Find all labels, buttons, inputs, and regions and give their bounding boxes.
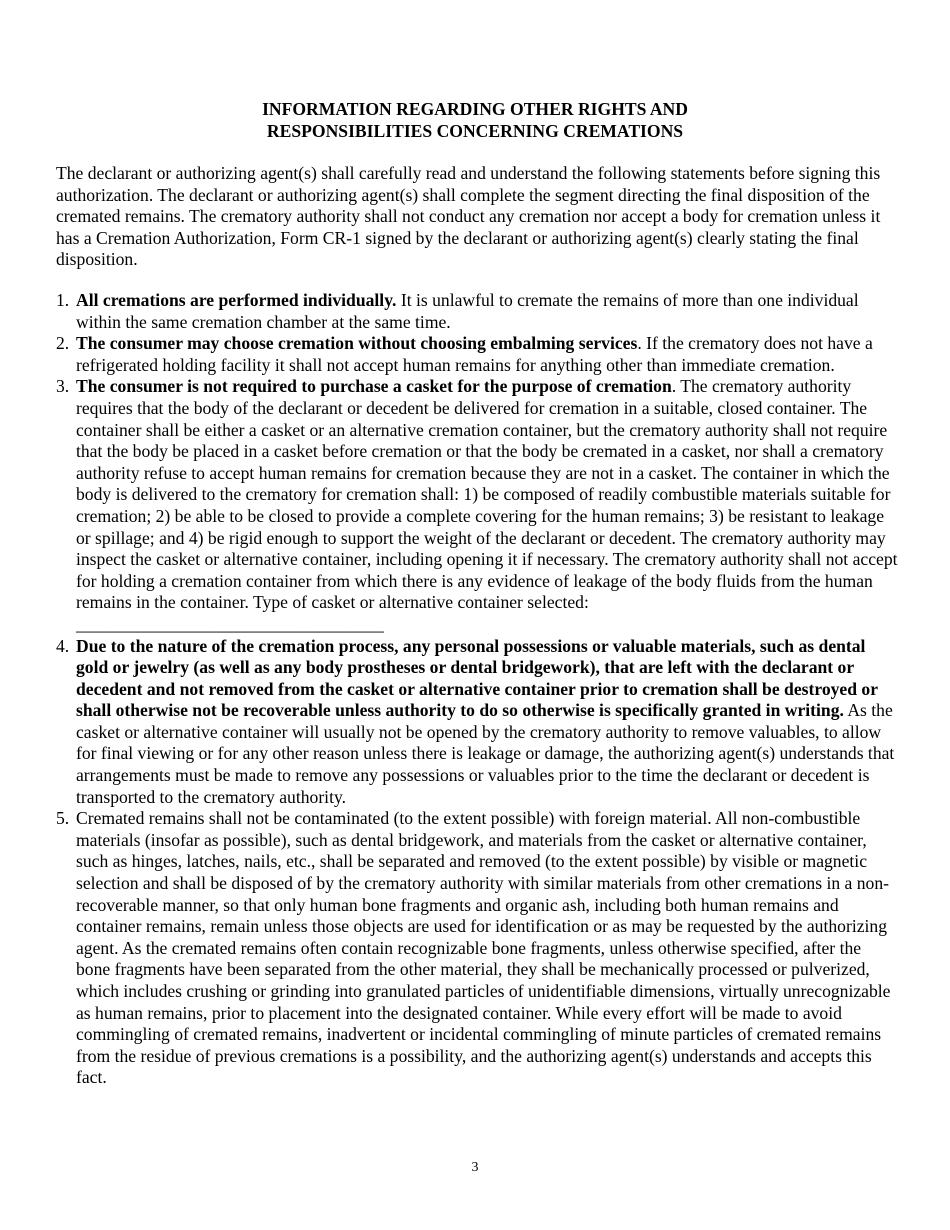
title-line-2: RESPONSIBILITIES CONCERNING CREMATIONS	[266, 121, 684, 141]
item-text: Cremated remains shall not be contaminated (to the extent possible) with foreign material. All non-combustible materials (insofar as possible), such as dental bridgework, and materials from the casket or alternative container, such as hinges, latches, nails, etc., shall be separated and removed (to the extent possible) by visible or magnetic selection and shall be disposed of by the crematory authority with similar materials from other cremations in a non-recoverable manner, so that only human bone fragments and organic ash, including both human remains and container remains, remain unless those objects are used for identification or as may be requested by the authorizing agent. As the cremated remains often contain recognizable bone fragments, unless otherwise specified, after the bone fragments have been separated from the other material, they shall be mechanically processed or pulverized, which includes crushing or grinding into granulated particles of unidentifiable dimensions, virtually unrecognizable as human remains, prior to placement into the designated container. While every effort will be made to avoid commingling of cremated remains, inadvertent or incidental commingling of minute particles of cremated remains from the residue of previous cremations is a possibility, and the authorizing agent(s) understands and accepts this fact.	[76, 808, 891, 1088]
item-bold-text: The consumer may choose cremation without choosing embalming services	[76, 333, 638, 354]
item-number: 3.	[56, 376, 70, 397]
title-line-1: INFORMATION REGARDING OTHER RIGHTS AND	[262, 99, 688, 119]
item-number: 1.	[56, 290, 70, 310]
item-number: 5.	[56, 808, 70, 829]
intro-paragraph: The declarant or authorizing agent(s) shall carefully read and understand the following statements before signing this authorization. The declarant or authorizing agent(s) shall complete the segment directing the final disposition of the cremated remains. The crematory authority shall not conduct any cremation nor accept a body for cremation unless it has a Cremation Authorization, Form CR-1 signed by the declarant or authorizing agent(s) clearly stating the final disposition.	[56, 163, 881, 270]
statements-list	[56, 290, 898, 1089]
item-number: 2.	[56, 333, 70, 354]
item-bold-text: All cremations are performed individually.	[76, 290, 397, 310]
item-bold-text: Due to the nature of the cremation process, any personal possessions or valuable materials, such as dental gold or jewelry (as well as any body prostheses or dental bridgework), that are left with the declarant or decedent and not removed from the casket or alternative container prior to cremation shall be destroyed or shall otherwise not be recoverable unless authority to do so otherwise is specifically granted in writing.	[76, 635, 878, 721]
item-text: It is unlawful to cremate the remains of more than one individual within the same cremation chamber at the same time.	[76, 290, 859, 332]
item-text: As the casket or alternative container will usually not be opened by the crematory authority to remove valuables, to allow for final viewing or for any other reason unless there is leakage or damage, the authorizing agent(s) understands that arrangements must be made to remove any possessions or valuables prior to the time the declarant or decedent is transported to the crematory authority.	[76, 700, 895, 807]
page-title	[0, 98, 950, 142]
item-text: . The crematory authority requires that the body of the declarant or decedent be delivered for cremation in a suitable, closed container. The container shall be either a casket or an alternative cremation container, but the crematory authority shall not require that the body be placed in a casket before cremation or that the body be cremated in a casket, nor shall a crematory authority refuse to accept human remains for cremation because they are not in a casket. The container in which the body is delivered to the crematory for cremation shall: 1) be composed of readily combustible materials suitable for cremation; 2) be able to be closed to provide a complete covering for the human remains; 3) be resistant to leakage or spillage; and 4) be rigid enough to support the weight of the declarant or decedent. The crematory authority may inspect the casket or alternative container, including opening it if necessary. The crematory authority shall not accept for holding a cremation container from which there is any evidence of leakage of the body fluids from the human remains in the container. Type of casket or alternative container selected:	[76, 376, 898, 613]
item-text: . If the crematory does not have a refrigerated holding facility it shall not accept human remains for anything other than immediate cremation.	[76, 333, 873, 375]
list-item	[56, 376, 898, 635]
item-bold-text: The consumer is not required to purchase a casket for the purpose of cremation	[76, 376, 672, 397]
page-number: 3	[471, 1160, 479, 1175]
list-item	[56, 636, 898, 809]
container-type-blank-field[interactable]: ___________________________________	[76, 613, 384, 634]
list-item	[56, 808, 898, 1089]
list-item	[56, 333, 898, 376]
list-item	[56, 290, 898, 333]
item-number: 4.	[56, 635, 70, 656]
